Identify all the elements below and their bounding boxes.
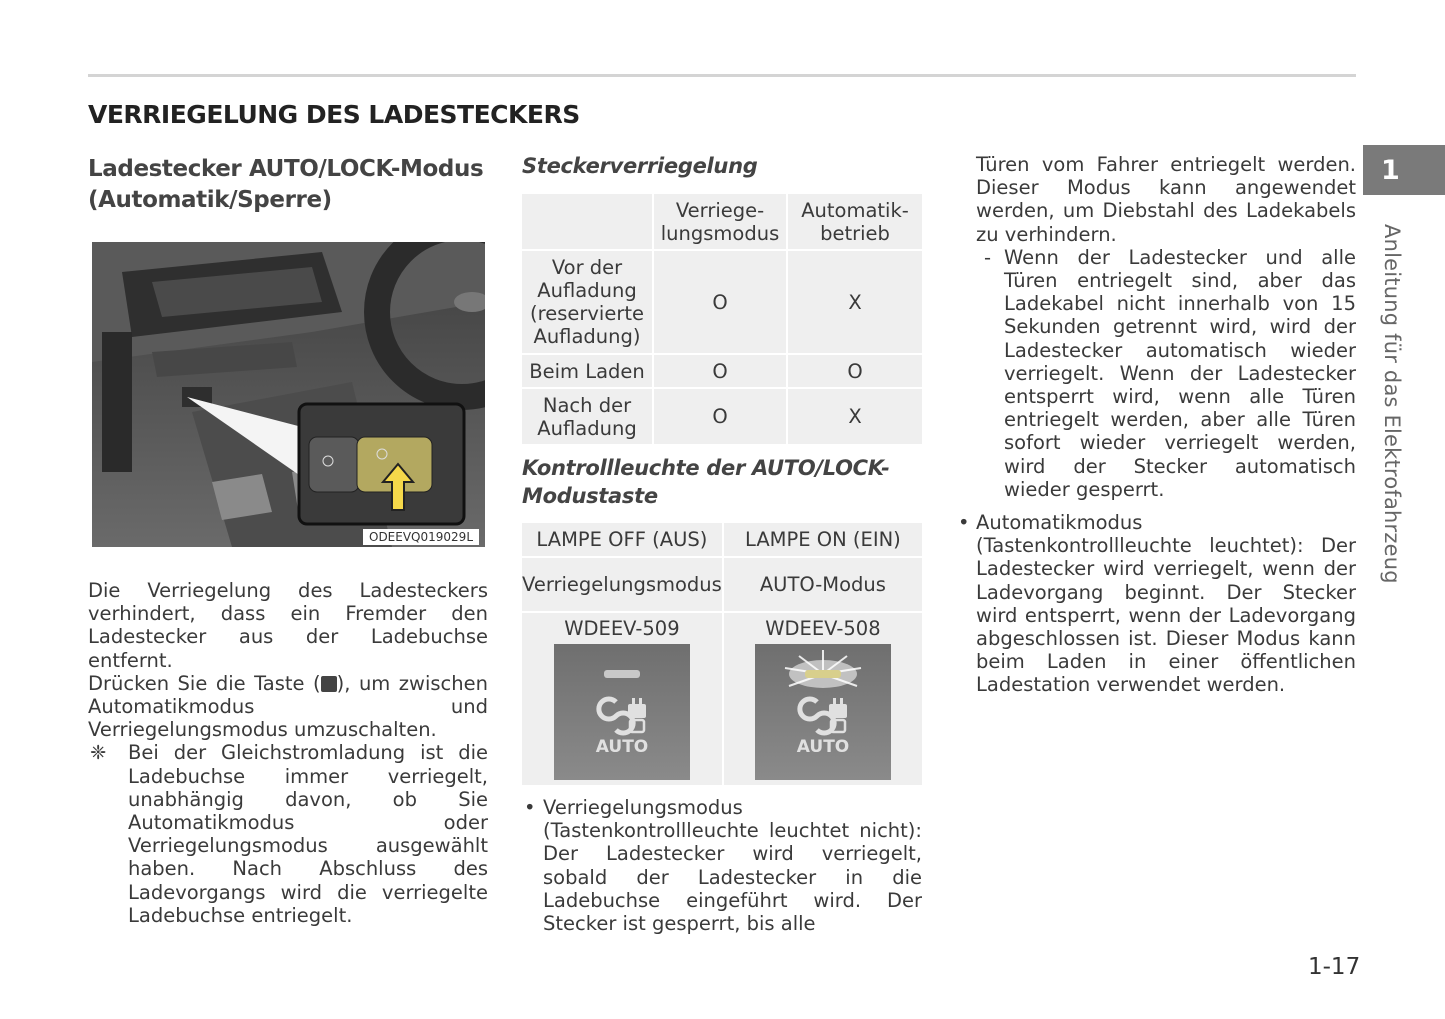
dashboard-figure xyxy=(92,242,485,547)
page-number: 1-17 xyxy=(1308,954,1361,980)
lamp-on-cell xyxy=(724,613,922,785)
table-row xyxy=(522,558,922,611)
column3-text xyxy=(958,153,1356,697)
kontrollleuchte-heading-line2: Modustaste xyxy=(522,484,658,508)
paragraph-1: Die Verriegelung des Ladesteckers verhindert, dass ein Fremder den Ladestecker aus der Ladebuchse entfernt. xyxy=(88,579,488,672)
lamp-on-code: WDEEV-508 xyxy=(765,617,881,640)
lamp-on-auto-text: AUTO xyxy=(796,737,850,757)
bullet-item xyxy=(958,511,1356,697)
lock-table xyxy=(520,192,924,446)
section-heading-line2: (Automatik/Sperre) xyxy=(88,187,332,213)
dashboard-charge-lock-button-photo xyxy=(92,242,485,547)
column2-bullet xyxy=(524,796,922,935)
paragraph-2 xyxy=(88,672,488,742)
plug-s-shape xyxy=(599,699,633,733)
steckerverriegelung-heading: Steckerverriegelung xyxy=(522,154,758,178)
paragraph-2-start: Drücken Sie die Taste ( xyxy=(88,671,321,695)
table-cell: Beim Laden xyxy=(522,355,652,387)
lamp-off-auto-text: AUTO xyxy=(595,737,649,757)
charge-auto-icon xyxy=(755,644,891,780)
lamp-table xyxy=(520,521,924,787)
table-cell: AUTO-Modus xyxy=(724,558,922,611)
section-heading xyxy=(88,154,498,216)
bullet-text: Automatikmodus (Tastenkontrollleuchte leuchtet): Der Ladestecker wird verriegelt, wenn der Ladevorgang beginnt. Der Stecker wird entsperrt, wenn der Ladevorgang abgeschlossen ist. Dieser Modus kann beim Laden in einer öffentlichen Ladestation verwendet werden. xyxy=(976,511,1356,697)
table-header: LAMPE ON (EIN) xyxy=(724,523,922,556)
bullet-dot: • xyxy=(958,511,970,535)
lamp-off-cell xyxy=(522,613,722,785)
figure-label: ODEEVQ019029L xyxy=(363,529,479,545)
table-cell: Nach der Aufladung xyxy=(522,389,652,444)
table-row xyxy=(522,613,922,785)
top-rule xyxy=(88,74,1356,77)
paragraph-continued: Türen vom Fahrer entriegelt werden. Dieser Modus kann angewendet werden, um Diebstahl des Ladekabels zu verhindern. xyxy=(976,153,1356,246)
table-header-row xyxy=(522,194,922,249)
lamp-off-code: WDEEV-509 xyxy=(564,617,680,640)
dash-text: Wenn der Ladestecker und alle Türen entriegelt sind, aber das Ladekabel nicht innerhalb von 15 Sekunden getrennt wird, wird der Ladestecker automatisch wieder verriegelt. Wenn der Ladestecker entsperrt wird, wenn alle Türen entriegelt werden, aber alle Türen sofort wieder verriegelt werden, wird der Stecker automatisch wieder gesperrt. xyxy=(1004,245,1356,501)
section-heading-line1: Ladestecker AUTO/LOCK-Modus xyxy=(88,156,484,182)
note-text: Bei der Gleichstromladung ist die Ladebuchse immer verriegelt, unabhängig davon, ob Sie Automatikmodus oder Verriegelungsmodus ausgewählt haben. Nach Abschluss des Ladevorgangs wird die verriegelte Ladebuchse entriegelt. xyxy=(128,741,488,927)
table-row xyxy=(522,389,922,444)
table-cell: O xyxy=(654,355,786,387)
lamp-off-image xyxy=(554,644,690,780)
note-mark-icon: ❈ xyxy=(90,741,107,765)
table-header-empty xyxy=(522,194,652,249)
dash-mark: - xyxy=(984,245,992,269)
table-row xyxy=(522,355,922,387)
column1-text xyxy=(88,579,488,927)
lamp-on-image xyxy=(755,644,891,780)
note xyxy=(88,741,488,927)
dash-item xyxy=(976,246,1356,501)
chapter-tab: 1 xyxy=(1363,145,1445,195)
bullet-dot: • xyxy=(524,796,536,819)
table-cell: Vor der Aufladung (reservierte Aufladung) xyxy=(522,251,652,353)
table-row xyxy=(522,251,922,353)
plug-s-shape xyxy=(800,699,834,733)
table-header: Automatik-betrieb xyxy=(788,194,922,249)
table-cell: O xyxy=(654,389,786,444)
table-cell: O xyxy=(654,251,786,353)
table-cell: X xyxy=(788,251,922,353)
table-header: Verriege-lungsmodus xyxy=(654,194,786,249)
page-title: VERRIEGELUNG DES LADESTECKERS xyxy=(88,100,580,129)
bullet-item xyxy=(524,796,922,935)
charge-auto-icon xyxy=(554,644,690,780)
table-cell: O xyxy=(788,355,922,387)
side-label: Anleitung für das Elektrofahrzeug xyxy=(1380,224,1404,584)
kontrollleuchte-heading-line1: Kontrollleuchte der AUTO/LOCK- xyxy=(522,456,890,480)
bullet-text: Verriegelungsmodus (Tastenkontrollleuchte leuchtet nicht): Der Ladestecker wird verriegelt, sobald der Ladestecker in die Ladebuchse eingeführt wird. Der Stecker ist gesperrt, bis alle xyxy=(543,796,922,936)
table-cell: X xyxy=(788,389,922,444)
kontrollleuchte-heading xyxy=(522,454,890,510)
paragraph-2-end: ), um zwischen Automatikmodus und Verriegelungsmodus umzuschalten. xyxy=(88,671,488,742)
lamp-indicator-off xyxy=(604,670,640,678)
lamp-indicator-on xyxy=(805,670,841,678)
charge-auto-icon xyxy=(321,676,337,692)
table-header: LAMPE OFF (AUS) xyxy=(522,523,722,556)
table-header-row xyxy=(522,523,922,556)
table-cell: Verriegelungsmodus xyxy=(522,558,722,611)
